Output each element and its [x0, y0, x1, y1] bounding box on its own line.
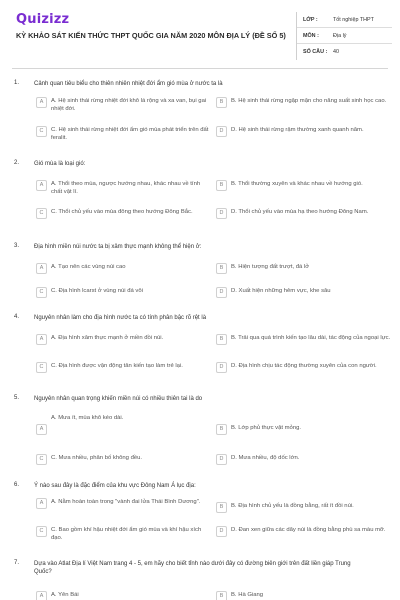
question-number: 3. — [14, 243, 20, 249]
header-divider — [12, 68, 388, 69]
option-text: A. Tạo nên các vùng núi cao — [51, 264, 126, 270]
option-letter: A — [36, 263, 47, 274]
option-text: D. Hệ sinh thái rừng rậm thường xanh quanh năm. — [231, 127, 364, 133]
option-text: C. Địa hình được vận động tân kiến tạo làm trẻ lại. — [51, 363, 183, 369]
option-letter: B — [216, 424, 227, 435]
option-text: D. Địa hình chịu tác động thường xuyên của con người. — [231, 363, 377, 369]
option-text: A. Yên Bái — [51, 592, 79, 598]
question-text: Địa hình miền núi nước ta bị xâm thực mạnh không thể hiện ở: — [34, 244, 202, 250]
option-letter: D — [216, 208, 227, 219]
option-letter: A — [36, 334, 47, 345]
option-text: C. Thổi chủ yếu vào mùa đông theo hướng Đông Bắc. — [51, 209, 193, 215]
question-number: 6. — [14, 482, 20, 488]
option-text: D. Đan xen giữa các dãy núi là đồng bằng phù sa màu mỡ. — [231, 527, 386, 533]
option-letter: C — [36, 287, 47, 298]
option-letter: A — [36, 498, 47, 509]
option-letter: B — [216, 334, 227, 345]
option-letter: D — [216, 526, 227, 537]
page-title: KỲ KHẢO SÁT KIẾN THỨC THPT QUỐC GIA NĂM 2020 MÔN ĐỊA LÝ (ĐỀ SỐ 5) — [16, 31, 286, 40]
option-text: D. Thổi chủ yếu vào mùa hạ theo hướng Đông Nam. — [231, 209, 369, 215]
option-text: D. Xuất hiện những hẻm vực, khe sâu — [231, 288, 331, 294]
question-text: Dựa vào Atlat Địa lí Việt Nam trang 4 - 5, em hãy cho biết tỉnh nào dưới đây có đường biên giới trên đất liền giáp Trung Quốc? — [34, 561, 351, 575]
option-text: C. Mưa nhiều, phân bố không đều. — [51, 455, 143, 461]
option-letter: A — [36, 424, 47, 435]
option-text: C. Địa hình lcarst ở vùng núi đá vôi — [51, 288, 143, 294]
option-letter: C — [36, 126, 47, 137]
option-letter: D — [216, 287, 227, 298]
option-text: A. Địa hình xâm thực mạnh ở miền đồi núi. — [51, 335, 164, 341]
option-letter: C — [36, 454, 47, 465]
option-text: A. Nằm hoàn toàn trong "vành đai lửa Thái Bình Dương". — [51, 499, 201, 505]
question-text: Nguyên nhân làm cho địa hình nước ta có tính phân bậc rõ rệt là — [34, 315, 207, 321]
option-text: C. Hệ sinh thái rừng nhiệt đới ẩm gió mùa phát triển trên đất feralit. — [51, 127, 209, 141]
option-text: B. Hà Giang — [231, 592, 264, 598]
option-text: C. Bao gồm khí hậu nhiệt đới ẩm gió mùa và khí hậu xích đạo. — [51, 527, 202, 541]
meta-value: Địa lý — [333, 32, 347, 39]
question-text: Ý nào sau đây là đặc điểm của khu vực Đông Nam Á lục địa: — [34, 483, 196, 489]
meta-row-class — [297, 12, 392, 28]
question-number: 5. — [14, 395, 20, 401]
option-letter: A — [36, 180, 47, 191]
option-letter: C — [36, 208, 47, 219]
question-number: 1. — [14, 80, 20, 86]
meta-value: Tốt nghiệp THPT — [333, 16, 374, 23]
option-letter: B — [216, 263, 227, 274]
question-number: 7. — [14, 560, 20, 566]
meta-key: MÔN : — [303, 32, 319, 39]
option-text: B. Trải qua quá trình kiến tạo lâu dài, tác động của ngoại lực. — [231, 335, 391, 341]
option-letter: D — [216, 454, 227, 465]
option-letter: A — [36, 97, 47, 108]
quizizz-logo: Quizizz — [16, 12, 70, 27]
meta-row-count — [297, 44, 392, 60]
option-text: D. Mưa nhiều, độ dốc lớn. — [231, 455, 300, 461]
option-letter: D — [216, 362, 227, 373]
option-text: B. Lớp phủ thực vật mỏng. — [231, 425, 302, 431]
meta-info-table — [296, 12, 392, 60]
option-letter: B — [216, 97, 227, 108]
option-text: A. Thổi theo mùa, ngược hướng nhau, khác nhau về tính chất vật lí. — [51, 181, 201, 195]
question-number: 2. — [14, 160, 20, 166]
question-text: Gió mùa là loại gió: — [34, 161, 86, 167]
option-letter: D — [216, 126, 227, 137]
option-text: B. Hệ sinh thái rừng ngập mặn cho năng suất sinh học cao. — [231, 98, 387, 104]
option-letter: C — [36, 526, 47, 537]
option-text: A. Hệ sinh thái rừng nhiệt đới khô lá rộng và xa van, bụi gai nhiệt đới. — [51, 98, 207, 112]
option-letter: A — [36, 591, 47, 600]
option-text: B. Hiện tượng đất trượt, đá lở — [231, 264, 310, 270]
option-text: A. Mưa ít, mùa khô kéo dài. — [51, 415, 124, 421]
option-text: B. Thổi thường xuyên và khác nhau về hướng gió. — [231, 181, 363, 187]
meta-row-subject — [297, 28, 392, 44]
meta-value: 40 — [333, 49, 339, 55]
option-letter: B — [216, 502, 227, 513]
question-number: 4. — [14, 314, 20, 320]
meta-key: SỐ CÂU : — [303, 49, 328, 55]
question-text: Nguyên nhân quan trọng khiến miền núi có nhiều thiên tai là do — [34, 396, 203, 402]
option-letter: B — [216, 591, 227, 600]
option-letter: B — [216, 180, 227, 191]
option-letter: C — [36, 362, 47, 373]
option-text: B. Địa hình chủ yếu là đồng bằng, rất ít đồi núi. — [231, 503, 354, 509]
question-text: Cảnh quan tiêu biểu cho thiên nhiên nhiệt đới ẩm gió mùa ở nước ta là — [34, 81, 223, 87]
worksheet-header — [0, 0, 400, 66]
meta-key: LỚP : — [303, 16, 318, 23]
